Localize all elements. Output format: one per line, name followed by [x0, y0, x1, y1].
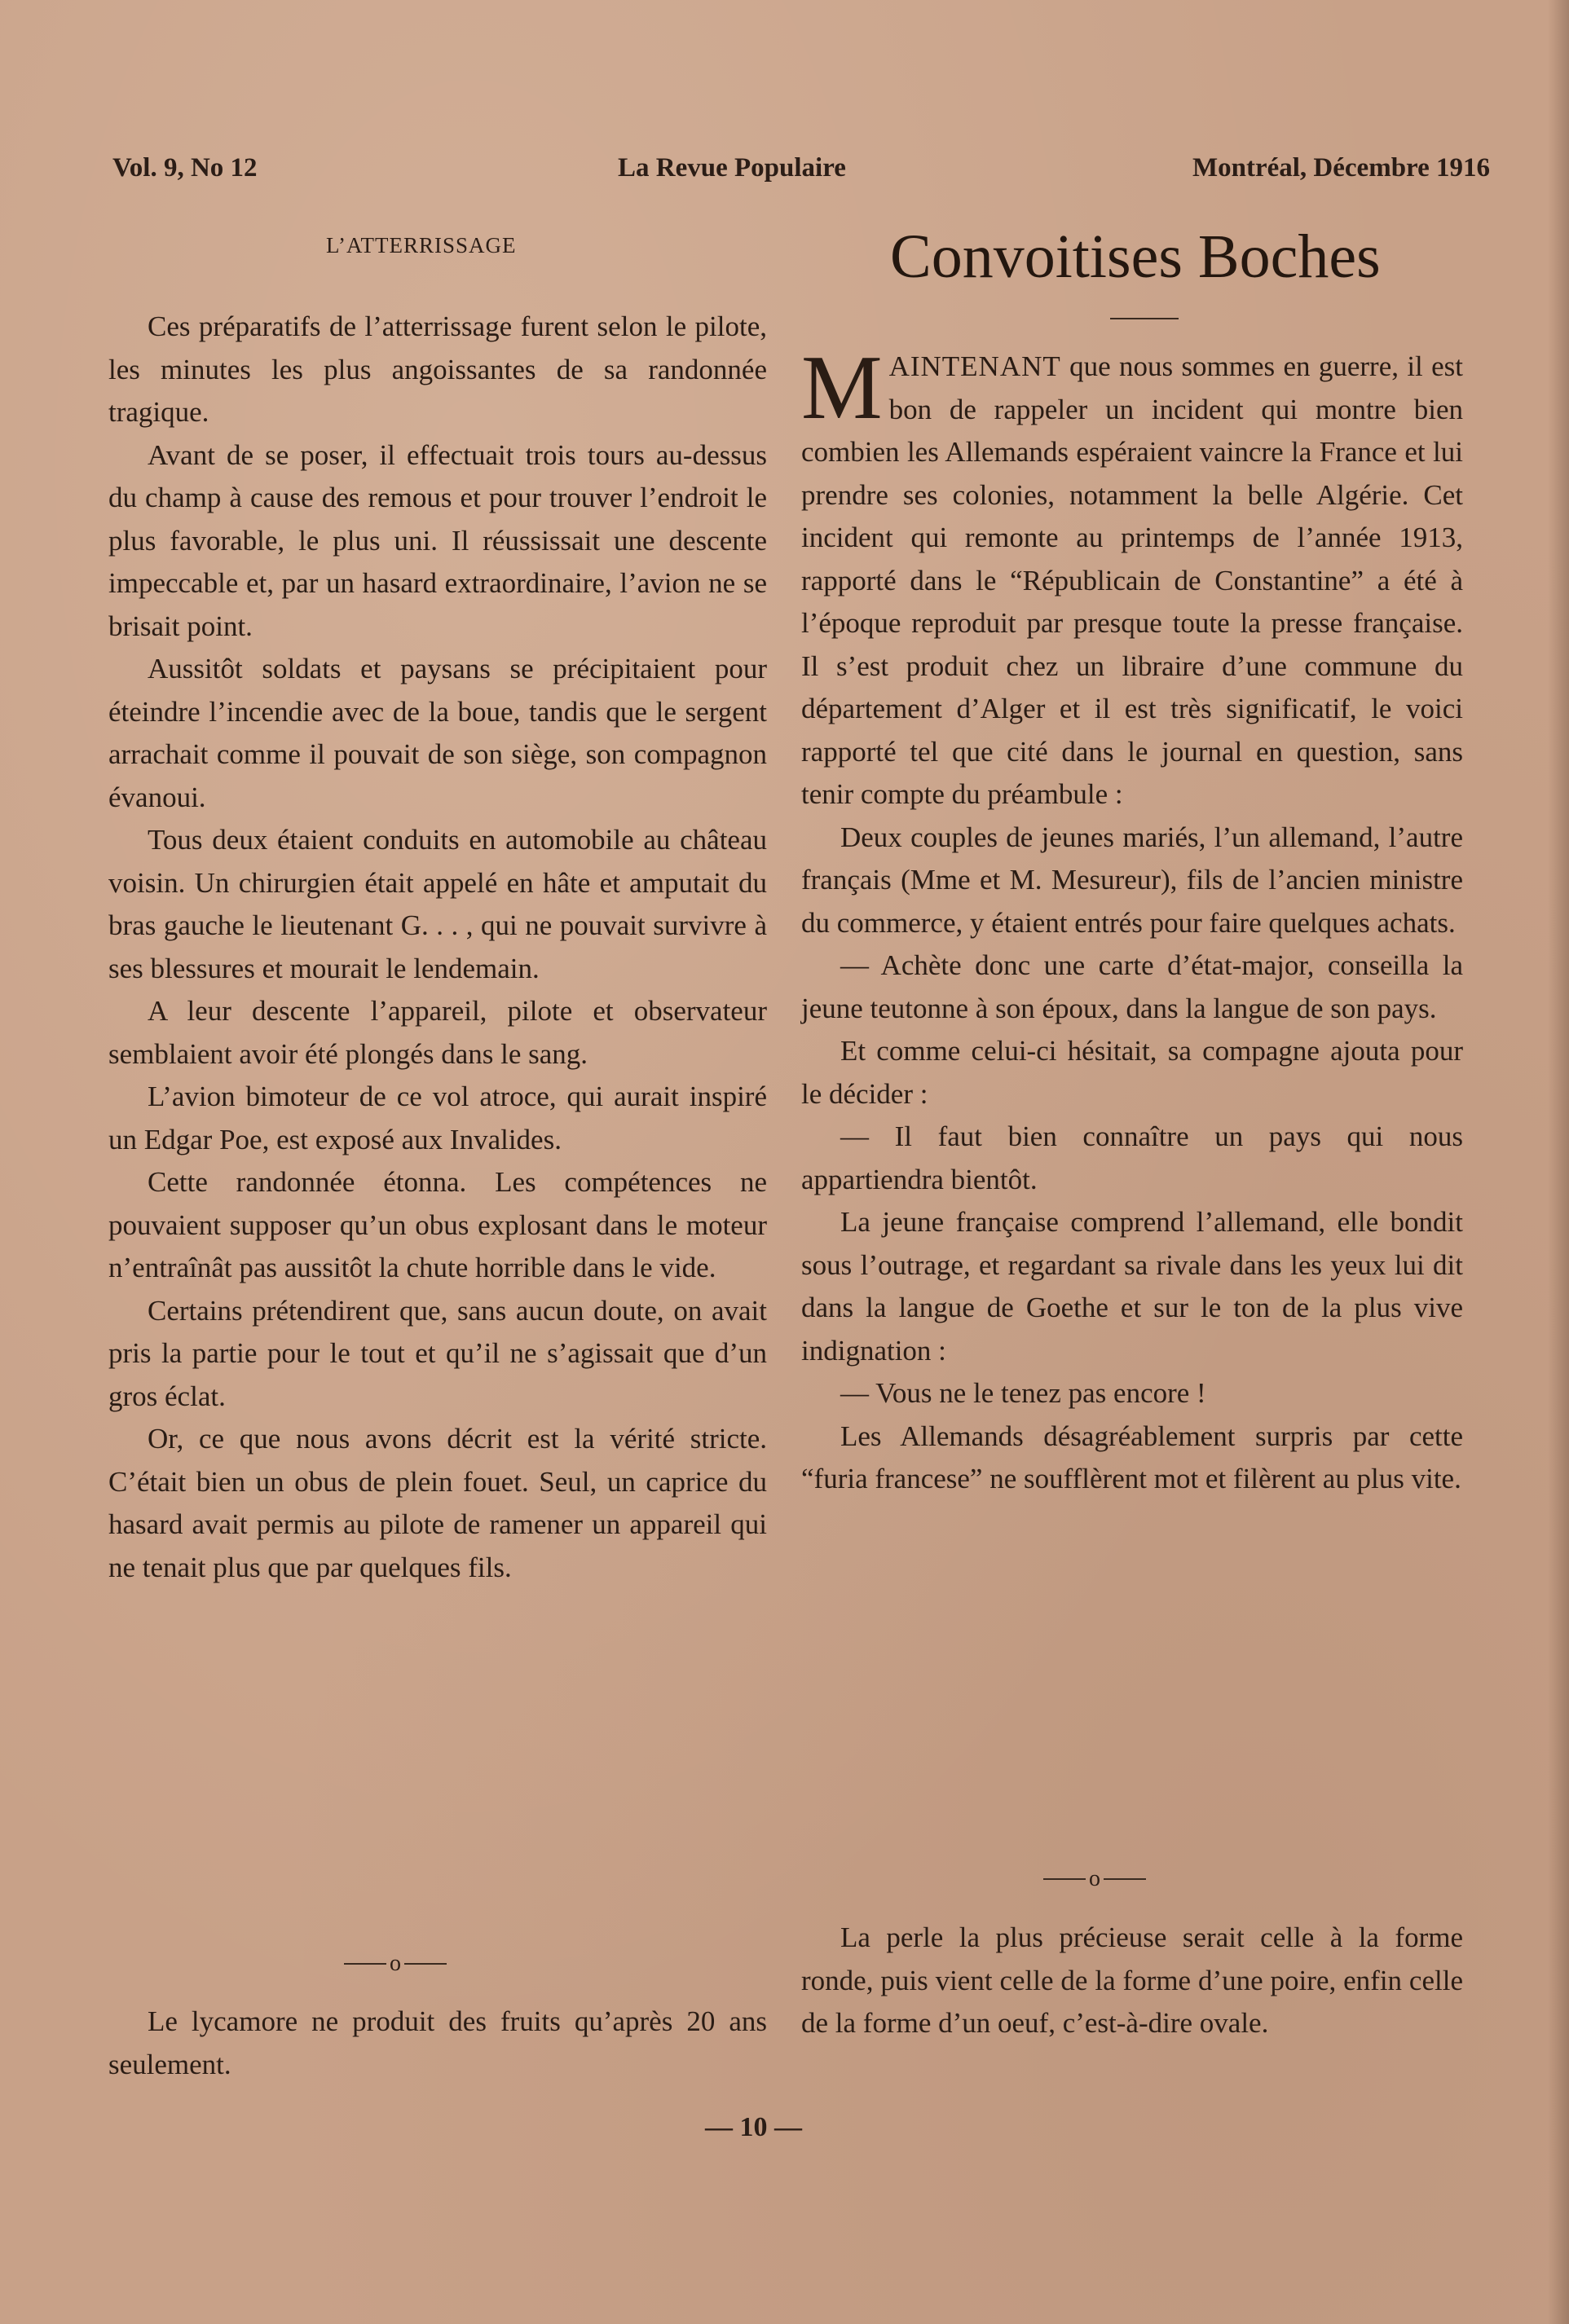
right-article-title: Convoitises Boches — [890, 222, 1381, 291]
paragraph: L’avion bimoteur de ce vol atroce, qui aurait inspiré un Edgar Poe, est exposé aux Invalides. — [108, 1081, 767, 1155]
paragraph: — Vous ne le tenez pas encore ! — [840, 1377, 1206, 1409]
paragraph: Certains prétendirent que, sans aucun doute, on avait pris la partie pour le tout et qu’il ne s’agissait que d’un gros éclat. — [108, 1294, 767, 1412]
paragraph: — Achète donc une carte d’état-major, conseilla la jeune teutonne à son époux, dans la langue de son pays. — [801, 949, 1463, 1024]
first-paragraph-text: que nous sommes en guerre, il est bon de rappeler un incident qui montre bien combien les Allemands espéraient vaincre la France et lui prendre ses colonies, notamment la belle Algérie. Cet incident qui remonte au printemps de l’année 1913, rapporté dans le “Républicain de Constantine” a été à l’époque reproduit par presque toute la presse française. Il s’est produit chez un libraire d’une commune du département d’Alger et il est très significatif, le voici rapporté tel que cité dans le journal en question, sans tenir compte du préambule : — [801, 350, 1463, 810]
intro-caps: AINTENANT — [888, 350, 1061, 382]
paragraph: Aussitôt soldats et paysans se précipitaient pour éteindre l’incendie avec de la boue, tandis que le sergent arrachait comme il pouvait de son siège, son compagnon évanoui. — [108, 653, 767, 813]
paragraph: Tous deux étaient conduits en automobile au château voisin. Un chirurgien était appelé en hâte et amputait du bras gauche le lieutenant G. . . , qui ne pouvait survivre à ses blessures et mourait le lendemain. — [108, 824, 767, 984]
note-paragraph: Le lycamore ne produit des fruits qu’après 20 ans seulement. — [108, 2005, 767, 2080]
drop-cap: M — [801, 337, 883, 438]
right-note — [801, 1917, 1463, 2045]
paragraph: Or, ce que nous avons décrit est la vérité stricte. C’était bien un obus de plein fouet. Seul, un caprice du hasard avait permis au pilote de ramener un appareil qui ne tenait plus que par quelques fils. — [108, 1423, 767, 1583]
page-header — [112, 153, 1490, 189]
paragraph: La jeune française comprend l’allemand, elle bondit sous l’outrage, et regardant sa rivale dans les yeux lui dit dans la langue de Goethe et sur le ton de la plus vive indignation : — [801, 1206, 1463, 1367]
page-number: — 10 — — [705, 2112, 802, 2142]
note-paragraph: La perle la plus précieuse serait celle à la forme ronde, puis vient celle de la forme d’une poire, enfin celle de la forme d’un oeuf, c’est-à-dire ovale. — [801, 1921, 1463, 2039]
title-rule — [1110, 318, 1179, 319]
paragraph: Cette randonnée étonna. Les compétences ne pouvaient supposer qu’un obus explosant dans le moteur n’entraînât pas aussitôt la chute horrible dans le vide. — [108, 1166, 767, 1283]
right-article-body — [801, 337, 1463, 1501]
page-edge-shadow — [1548, 0, 1569, 2324]
left-note — [108, 2000, 767, 2086]
first-paragraph — [801, 337, 1463, 816]
paragraph: A leur descente l’appareil, pilote et observateur semblaient avoir été plongés dans le sang. — [108, 995, 767, 1070]
left-article-heading: L’ATTERRISSAGE — [326, 233, 517, 257]
paragraph: Ces préparatifs de l’atterrissage furent selon le pilote, les minutes les plus angoissantes de sa randonnée tragique. — [108, 310, 767, 428]
paragraph: Les Allemands désagréablement surpris par cette “furia francese” ne soufflèrent mot et filèrent au plus vite. — [801, 1419, 1463, 1494]
left-section-divider: o — [344, 1951, 447, 1977]
paragraph: — Il faut bien connaître un pays qui nous appartiendra bientôt. — [801, 1120, 1463, 1195]
left-article-body — [108, 306, 767, 1589]
paragraph: Et comme celui-ci hésitait, sa compagne ajouta pour le décider : — [801, 1035, 1463, 1110]
magazine-name: La Revue Populaire — [618, 153, 846, 183]
issue-date: Montréal, Décembre 1916 — [1192, 153, 1490, 183]
volume-label: Vol. 9, No 12 — [112, 153, 258, 183]
paragraph: Deux couples de jeunes mariés, l’un allemand, l’autre français (Mme et M. Mesureur), fils de l’ancien ministre du commerce, y étaient entrés pour faire quelques achats. — [801, 821, 1463, 939]
right-section-divider: o — [1043, 1866, 1146, 1892]
paragraph: Avant de se poser, il effectuait trois tours au-dessus du champ à cause des remous et pour trouver l’endroit le plus favorable, le plus uni. Il réussissait une descente impeccable et, par un hasard extraordinaire, l’avion ne se brisait point. — [108, 438, 767, 642]
